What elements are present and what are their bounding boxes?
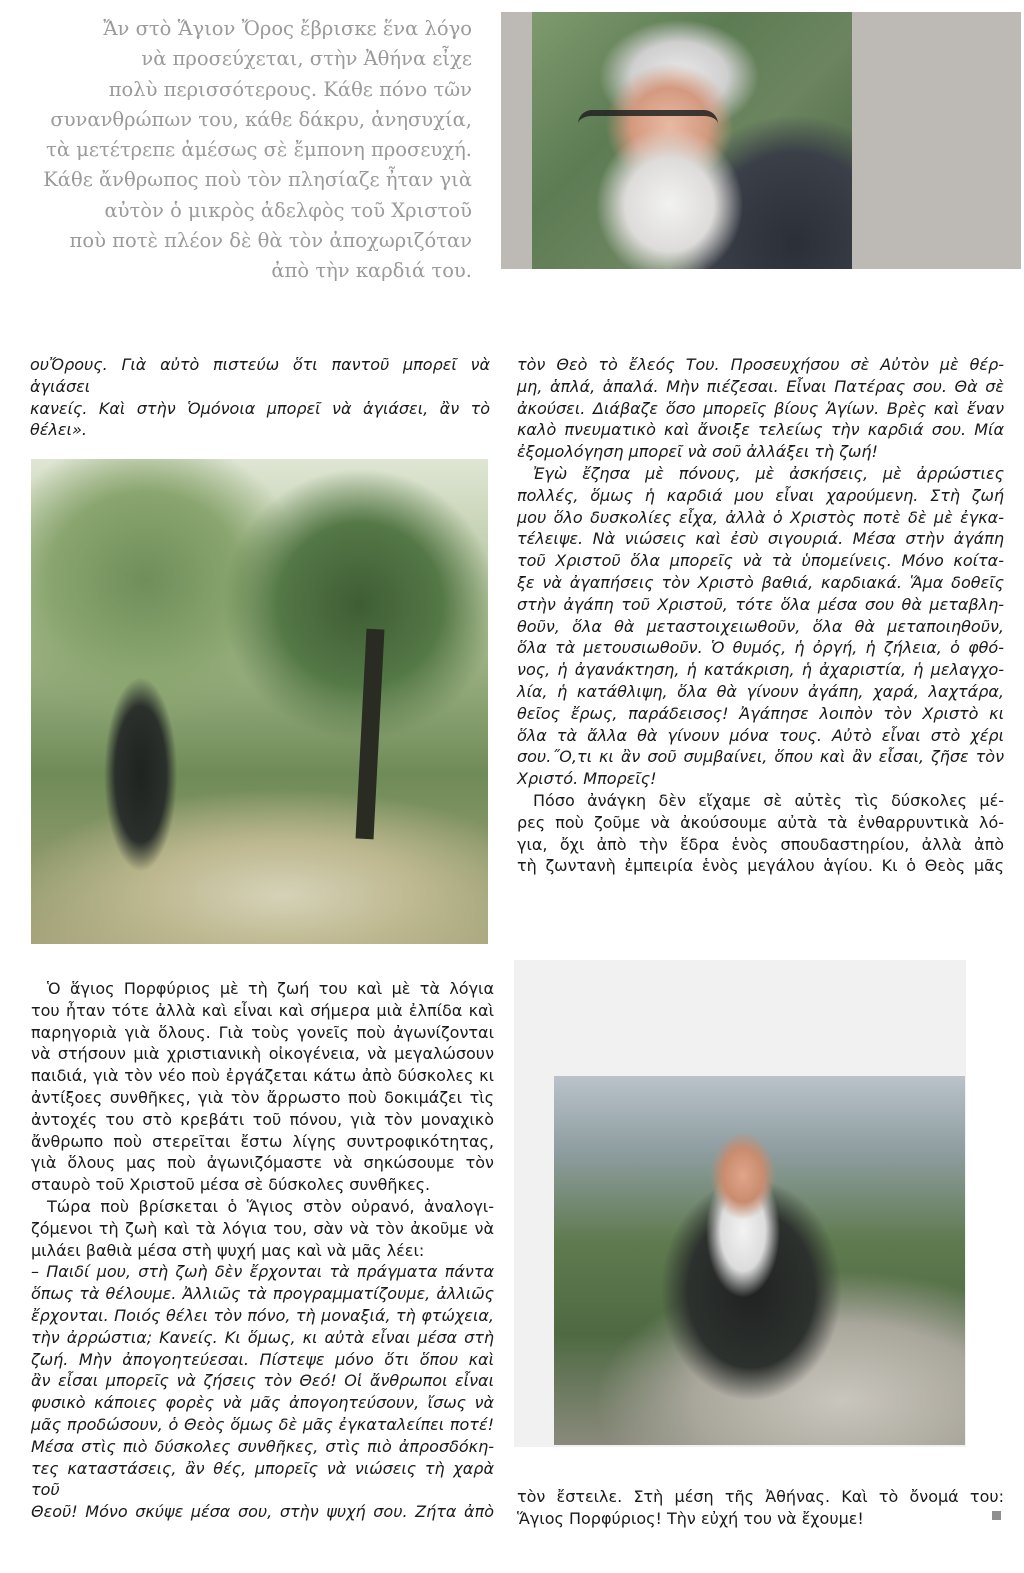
text-line: Τώρα ποὺ βρίσκεται ὁ Ἅγιος στὸν οὐρανό, ἀναλογι- [47,1196,494,1216]
text-line: ἀντοχές του στὸ κρεβάτι τοῦ πόνου, γιὰ τὸν μοναχικὸ [31,1109,494,1129]
text-line: λία, ἡ κατάθλιψη, ὅλα θὰ γίνουν ἀγάπη, χαρά, λαχτάρα, [517,681,1004,701]
photo-elder-portrait [532,12,852,269]
text-line: τὸν Θεὸ τὸ ἔλεός Του. Προσευχήσου σὲ Αὐτὸν μὲ θέρ- [517,355,1004,374]
text-line: σταυρὸ τοῦ Χριστοῦ μέσα σὲ δύσκολες συνθῆκες. [31,1175,431,1195]
text-line: μη, ἁπλά, ἁπαλά. Μὴν πιέζεσαι. Εἶναι Πατέρας σου. Θὰ σὲ [517,376,1004,396]
text-line: ξε νὰ ἀγαπήσεις τὸν Χριστὸ βαθιά, καρδιακά. Ἅμα δοθεῖς [517,572,1004,592]
text-line: ἀντίξοες συνθῆκες, γιὰ τὸν ἄρρωστο ποὺ δοκιμάζει τὶς [31,1087,494,1107]
pull-quote-line: ποὺ ποτὲ πλέον δὲ θὰ τὸν ἀποχωριζόταν [69,229,472,253]
text-line: γιὰ ὅλους μας ποὺ ἀγωνιζόμαστε νὰ σηκώσουμε τὸν [31,1153,494,1173]
text-line: τέλειψε. Νὰ νιώσεις καὶ ἐσὺ σιγουριά. Μέσα στὴν ἀγάπη [517,529,1004,549]
text-line: ρες ποὺ ζοῦμε νὰ ἀκούσουμε αὐτὰ τὰ ἐνθαρρυντικὰ λό- [517,812,1004,832]
text-line: παιδιά, γιὰ τὸν νέο ποὺ ἐργάζεται κάτω ἀπὸ δύσκολες κι [31,1066,494,1086]
text-line: ἔρχονται. Ποιός θέλει τὸν πόνο, τὴ μοναξιά, τὴ φτώχεια, [31,1305,494,1325]
pull-quote [20,14,472,287]
pull-quote-line: συνανθρώπων του, κάθε δάκρυ, ἀνησυχία, [50,107,472,131]
pull-quote-line: Ἄν στὸ Ἅγιον Ὄρος ἔβρισκε ἕνα λόγο [103,17,472,40]
column-right-bottom [517,1486,1004,1530]
text-line: ζωή. Μὴν ἀπογοητεύεσαι. Πίστεψε μόνο ὅτι ὅπου καὶ [31,1349,494,1369]
paragraph [517,1486,1004,1530]
text-line: ζόμενοι τὴ ζωὴ καὶ τὰ λόγια του, σὰν νὰ τὸν ἀκοῦμε νὰ [31,1218,494,1238]
text-line: Μέσα στὶς πιὸ δύσκολες συνθῆκες, στὶς πιὸ ἀπροσδόκη- [31,1436,494,1456]
pull-quote-line: νὰ προσεύχεται, στὴν Ἀθήνα εἶχε [141,47,472,71]
paragraph [30,354,490,441]
text-line: ὅλα τὰ μετουσιωθοῦν. Ὁ θυμός, ἡ ὀργή, ἡ ζήλεια, ὁ φθό- [517,638,1004,658]
text-line: σου.˝Ο,τι κι ἂν σοῦ συμβαίνει, ὅπου καὶ ἂν εἶσαι, ζῆσε τὸν [517,747,1004,767]
text-line: νὰ στήσουν μιὰ χριστιανικὴ οἰκογένεια, νὰ μεγαλώσουν [31,1044,494,1064]
pull-quote-line: Κάθε ἄνθρωπος ποὺ τὸν πλησίαζε ἦταν γιὰ [43,168,472,192]
text-line: στὴν ἀγάπη τοῦ Χριστοῦ, τότε ὅλα μέσα σου θὰ μεταβλη- [517,594,1004,614]
text-line: μᾶς προδώσουν, ὁ Θεὸς ὅμως δὲ μᾶς ἐγκαταλείπει ποτέ! [31,1414,494,1434]
text-line: ἐξομολόγηση μπορεῖ νὰ σοῦ ἀλλάξει τὴ ζωή! [517,442,878,462]
column-right-top [517,354,1004,877]
end-of-article-square-icon [992,1511,1001,1520]
text-line: τὴν ἀρρώστια; Κανείς. Κι ὅμως, κι αὐτὰ εἶναι μέσα στὴ [31,1327,494,1347]
text-line: Ὁ ἅγιος Πορφύριος μὲ τὴ ζωή του καὶ μὲ τὰ λόγια [47,979,494,998]
text-line: φυσικὸ κάποιες φορὲς νὰ μᾶς ἀπογοητεύσουν, ἴσως νὰ [31,1393,494,1413]
text-line: Ἅγιος Πορφύριος! Τὴν εὐχή του νὰ ἔχουμε! [517,1508,864,1528]
pull-quote-line: ἀπὸ τὴν καρδιά του. [271,259,472,283]
text-line: καλὸ πνευματικὸ καὶ ἄνοιξε τελείως τὴν καρδιά σου. Μία [517,420,1004,440]
paragraph [31,1261,494,1523]
paragraph [31,1196,494,1261]
text-line: ὅπως τὰ θέλουμε. Ἀλλιῶς τὰ προγραμματίζουμε, ἀλλιῶς [31,1284,494,1304]
paragraph [517,463,1004,790]
paragraph [517,354,1004,463]
text-line: ἄνθρωπο ποὺ στερεῖται ἔστω λίγης συντροφικότητας, [31,1131,494,1151]
text-line: τὸν ἔστειλε. Στὴ μέση τῆς Ἀθήνας. Καὶ τὸ ὄνομά του: [517,1487,1004,1506]
paragraph [31,978,494,1196]
text-line: μου ὅλο δυσκολίες εἶχα, ἀλλὰ ὁ Χριστὸς ποτὲ δὲ μὲ ἐγκα- [517,507,1004,527]
text-line: – Παιδί μου, στὴ ζωὴ δὲν ἔρχονται τὰ πράγματα πάντα [31,1262,494,1282]
text-line: ὅλα τὰ ἄλλα θὰ γίνουν μόνα τους. Αὐτὸ εἶναι στὸ χέρι [517,725,1004,745]
text-line: Θεοῦ! Μόνο σκύψε μέσα σου, στὴν ψυχή σου. Ζήτα ἀπὸ [31,1502,494,1522]
pull-quote-line: αὐτὸν ὁ μικρὸς ἀδελφὸς τοῦ Χριστοῦ [104,198,472,222]
text-line: τὴ ζωντανὴ ἐμπειρία ἑνὸς μεγάλου ἁγίου. Κι ὁ Θεὸς μᾶς [517,856,1004,876]
photo-monk-forest [31,459,488,944]
text-line: ουὌρους. Γιὰ αὐτὸ πιστεύω ὅτι παντοῦ μπορεῖ νὰ ἁγιάσει [30,355,490,396]
column-left-bottom [31,978,494,1523]
text-line: παρηγοριὰ γιὰ ὅλους. Γιὰ τοὺς γονεῖς ποὺ ἀγωνίζονται [31,1022,494,1042]
text-line: Χριστό. Μπορεῖς! [517,769,657,789]
text-line: Πόσο ἀνάγκη δὲν εἴχαμε σὲ αὐτὲς τὶς δύσκολες μέ- [533,790,1004,810]
text-line: κανείς. Καὶ στὴν Ὁμόνοια μπορεῖ νὰ ἁγιάσει, ἂν τὸ θέλει». [30,398,490,440]
text-line: τοῦ Χριστοῦ ὅλα μπορεῖς νὰ τὰ ὑπομείνεις. Μόνο κοίτα- [517,551,1004,571]
text-line: ἀκούσει. Διάβαζε ὅσο μπορεῖς βίους Ἁγίων. Βρὲς καὶ ἕναν [517,398,1004,418]
text-line: τες καταστάσεις, ἂν θές, μπορεῖς νὰ νιώσεις τὴ χαρὰ τοῦ [31,1458,494,1500]
pull-quote-line: πολὺ περισσότερους. Κάθε πόνο τῶν [108,77,472,101]
text-line: νος, ἡ ἀγανάκτηση, ἡ κατάκριση, ἡ ἀχαριστία, ἡ μελαγχο- [517,660,1004,680]
text-line: μιλάει βαθιὰ μέσα στὴ ψυχή μας καὶ νὰ μᾶς λέει: [31,1240,425,1260]
pull-quote-line: τὰ μετέτρεπε ἀμέσως σὲ ἔμπονη προσευχή. [46,138,472,162]
text-line: ἂν εἶσαι μπορεῖς νὰ ζήσεις τὸν Θεό! Οἱ ἄνθρωποι εἶναι [31,1371,494,1391]
text-line: για, ὄχι ἀπὸ τὴν ἕδρα ἑνὸς σπουδαστηρίου, ἀλλὰ ἀπὸ [517,834,1004,854]
text-line: πολλές, ὅμως ἡ καρδιά μου εἶναι χαρούμενη. Στὴ ζωή [517,485,1004,505]
paragraph [517,790,1004,877]
glasses-shape [578,110,718,146]
text-line: θοῦν, ὅλα θὰ μεταστοιχειωθοῦν, ὅλα θὰ μεταποιηθοῦν, [517,616,1004,636]
text-line: Ἐγὼ ἔζησα μὲ πόνους, μὲ ἀσκήσεις, μὲ ἀρρώστιες [533,463,1004,483]
column-left-top [30,354,490,441]
tree-trunk-shape [356,629,385,840]
text-line: του ἦταν τότε ἀλλὰ καὶ εἶναι καὶ σήμερα μιὰ ἐλπίδα καὶ [31,1000,494,1020]
text-line: θεῖος ἔρως, παράδεισος! Ἀγάπησε λοιπὸν τὸν Χριστὸ κι [517,703,1004,723]
photo-elder-on-rock [554,1076,965,1445]
